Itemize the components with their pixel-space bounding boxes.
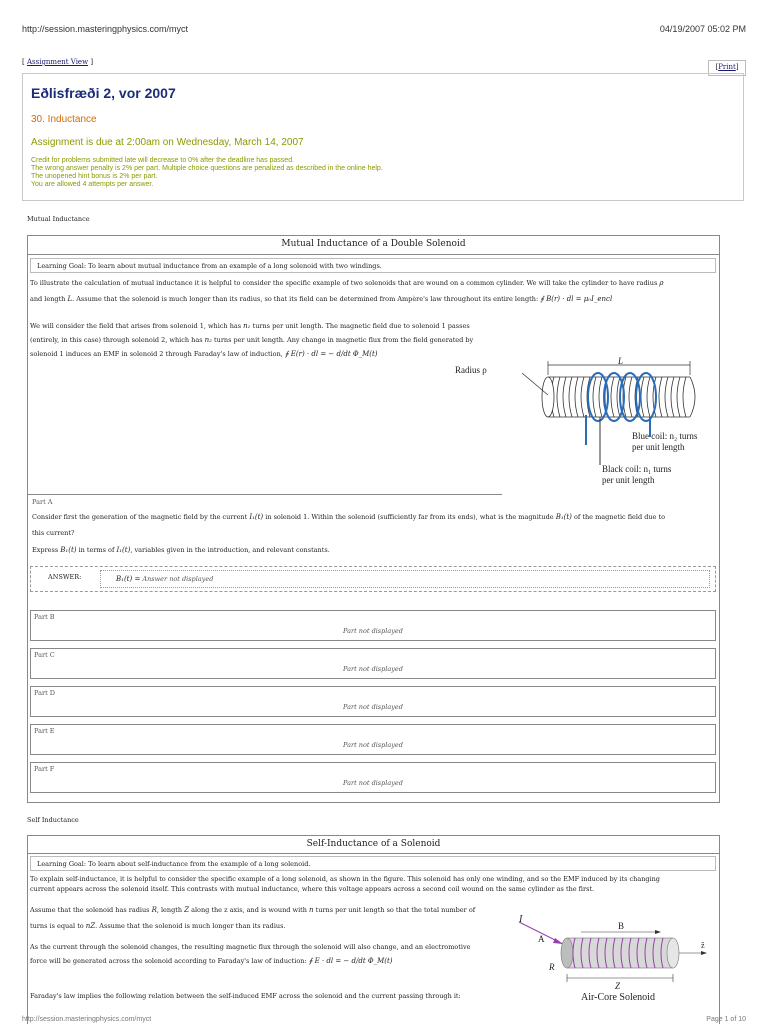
figure-radius-label: Radius ρ [455,365,487,375]
p2-para2-f: . Assume that the solenoid is much longer than its radius. [95,922,286,930]
print-bracket-open: [ [715,63,719,71]
z-axis-arrow-icon [701,951,707,955]
ampere-equation: ∮ B(r) · dl = μ₀I_encl [540,295,613,303]
p2-para3-line1: As the current through the solenoid changes, the resulting magnetic flux through the solenoid will also change, and an electromotive [30,943,471,951]
nZ-symbol: nZ [85,922,96,930]
figure-L-label: L [618,356,624,366]
partA-divider [28,494,502,495]
bracket-close: ] [90,58,94,66]
partE-label: Part E [34,727,55,735]
partA-express-I: I₁(t) [116,546,131,554]
footer-url: http://session.masteringphysics.com/myct [22,1016,152,1023]
figure-blue-coil-label-2: per unit length [632,442,685,452]
answer-value: Answer not displayed [142,575,214,583]
p1-para2-line3 [30,347,500,361]
p1-para2-d: turns per unit length. Any change in magnetic flux from the field generated by [214,336,474,344]
figure-blue-coil-label-1: Blue coil: n₂ turns [632,431,698,441]
figure-caption: Air-Core Solenoid [581,992,655,1003]
due-date: Assignment is due at 2:00am on Wednesday, March 14, 2007 [31,137,304,148]
R-symbol: R [151,906,157,914]
assignment-view-nav [22,58,93,66]
n2-symbol: n₂ [204,336,212,344]
assignment-view-link[interactable]: Assignment View [26,58,89,66]
p1-para2 [30,319,500,361]
p2-para2-b: , length [156,906,183,914]
learning-goal-1: Learning Goal: To learn about mutual inductance from an example of a long solenoid with two windings. [30,258,716,273]
p2-para2-line2 [30,919,490,933]
p2-para3-text: force will be generated across the solenoid according to Faraday's law of induction: [30,957,307,965]
p2-para3-line2 [30,954,500,968]
partF-box[interactable] [30,762,716,793]
answer-expression [116,572,213,586]
p1-intro-line1 [30,276,716,290]
figure-zhat-label: ẑ [701,941,705,950]
p2-para2-c: along the z axis, and is wound with [191,906,307,914]
partA-express-B: B₁(t) [60,546,77,554]
problem2-section-label: Self Inductance [27,816,79,824]
p1-para2-b: turns per unit length. The magnetic field due to solenoid 1 passes [252,322,470,330]
partC-status: Part not displayed [343,665,403,673]
figure-black-coil-label-2: per unit length [602,475,655,485]
learning-goal-2: Learning Goal: To learn about self-inductance from the example of a long solenoid. [30,856,716,871]
L-symbol: L [67,295,73,303]
p1-para2-a: We will consider the field that arises from solenoid 1, which has [30,322,242,330]
p2-para3 [30,940,500,968]
partB-status: Part not displayed [343,627,403,635]
partA-B1: B₁(t) [555,513,572,521]
partE-box[interactable] [30,724,716,755]
p1-intro-line2 [30,292,716,306]
figure-Z-label: Z [615,981,621,991]
print-bracket-close: ] [735,63,739,71]
partA-express [32,543,330,557]
answer-variable: B₁(t) = [116,575,141,583]
p1-intro-text-b: and length [30,295,66,303]
partA-q1: Consider first the generation of the magnetic field by the current [32,513,248,521]
figure-R-label: R [549,962,555,972]
partA-express-c: , variables given in the introduction, and relevant constants. [130,546,330,554]
n-symbol: n [309,906,314,914]
note-hint-bonus: The unopened hint bonus is 2% per part. [31,173,158,180]
p1-para2-e: solenoid 1 induces an EMF in solenoid 2 through Faraday's law of induction, [30,350,283,358]
partA-express-b: in terms of [78,546,115,554]
course-title: Eðlisfræði 2, vor 2007 [31,85,176,101]
problem2-title: Self-Inductance of a Solenoid [306,839,441,849]
grading-notes [31,157,383,189]
partA-express-a: Express [32,546,59,554]
figure-black-coil-label-1: Black coil: n₁ turns [602,464,672,474]
p1-intro-text-a: To illustrate the calculation of mutual inductance it is helpful to consider the specific example of two solenoids that are wound on a common cylinder. We will take the cylinder to have radius [30,279,658,287]
chapter-title: 30. Inductance [31,114,97,125]
note-attempts: You are allowed 4 attempts per answer. [31,181,154,188]
figure-B-label: B [618,921,625,931]
title-divider [28,254,719,255]
problem1-section-label: Mutual Inductance [27,215,90,223]
faraday-equation-2: ∮ E · dl = − d/dt Φ_M(t) [308,957,393,965]
p1-para2-line1 [30,319,500,333]
partA-question-line2: this current? [32,529,75,537]
print-link[interactable]: Print [718,63,736,71]
partF-status: Part not displayed [343,779,403,787]
partC-label: Part C [34,651,55,659]
p2-para1-line2: current appears across the solenoid itself. This contrasts with mutual inductance, where this voltage appears across a second coil wound on the same cylinder as the first. [30,885,595,893]
p2-para2-a: Assume that the solenoid has radius [30,906,150,914]
partE-status: Part not displayed [343,741,403,749]
p2-para2-e: turns is equal to [30,922,84,930]
rho-symbol: ρ [659,279,664,287]
Z-symbol: Z [184,906,190,914]
p2-para1 [30,874,720,894]
figure-I-label: I [519,914,523,925]
p2-para4: Faraday's law implies the following relation between the self-induced EMF across the solenoid and the current passing through it: [30,992,461,1000]
faraday-equation-1: ∮ E(r) · dl = − d/dt Φ_M(t) [284,350,378,358]
p2-para2-line1 [30,903,490,917]
partA-question-line1 [32,510,716,524]
partA-q1b: in solenoid 1. Within the solenoid (sufficiently far from its ends), what is the magnitude [265,513,554,521]
current-arrow-icon [553,938,563,944]
n1-symbol: n₁ [243,322,251,330]
partC-box[interactable] [30,648,716,679]
p2-para1-line1: To explain self-inductance, it is helpful to consider the specific example of a long solenoid, as shown in the figure. This solenoid has only one winding, and so the EMF induced by its changing [30,875,660,883]
partD-status: Part not displayed [343,703,403,711]
air-core-solenoid-figure [505,912,717,1004]
partD-label: Part D [34,689,55,697]
print-datetime: 04/19/2007 05:02 PM [659,24,746,34]
p1-para2-line2 [30,333,500,347]
partD-box[interactable] [30,686,716,717]
partB-box[interactable] [30,610,716,641]
B-arrow-icon [655,930,661,934]
footer-page-number: Page 1 of 10 [706,1016,746,1023]
note-penalty: The wrong answer penalty is 2% per part. Multiple choice questions are penalized as described in the online help. [31,165,383,172]
p2-para2-d: turns per unit length so that the total number of [315,906,476,914]
partB-label: Part B [34,613,55,621]
figure-A-label: A [538,934,545,944]
partA-q1c: of the magnetic field due to [574,513,665,521]
bracket-open: [ [22,58,25,66]
black-coil-winding [542,377,695,417]
partA-label: Part A [32,498,53,506]
double-solenoid-figure [450,355,715,490]
page-url: http://session.masteringphysics.com/myct [22,24,189,34]
note-late: Credit for problems submitted late will decrease to 0% after the deadline has passed. [31,157,295,164]
partA-I1: I₁(t) [249,513,264,521]
answer-label: ANSWER: [48,573,82,581]
problem1-title: Mutual Inductance of a Double Solenoid [281,239,466,249]
p1-para2-c: (entirely, in this case) through solenoid 2, which has [30,336,203,344]
partF-label: Part F [34,765,55,773]
p1-intro-text-c: . Assume that the solenoid is much longer than its radius, so that its field can be determined from Ampère's law throughout its entire length: [72,295,539,303]
title-divider-2 [28,853,719,854]
